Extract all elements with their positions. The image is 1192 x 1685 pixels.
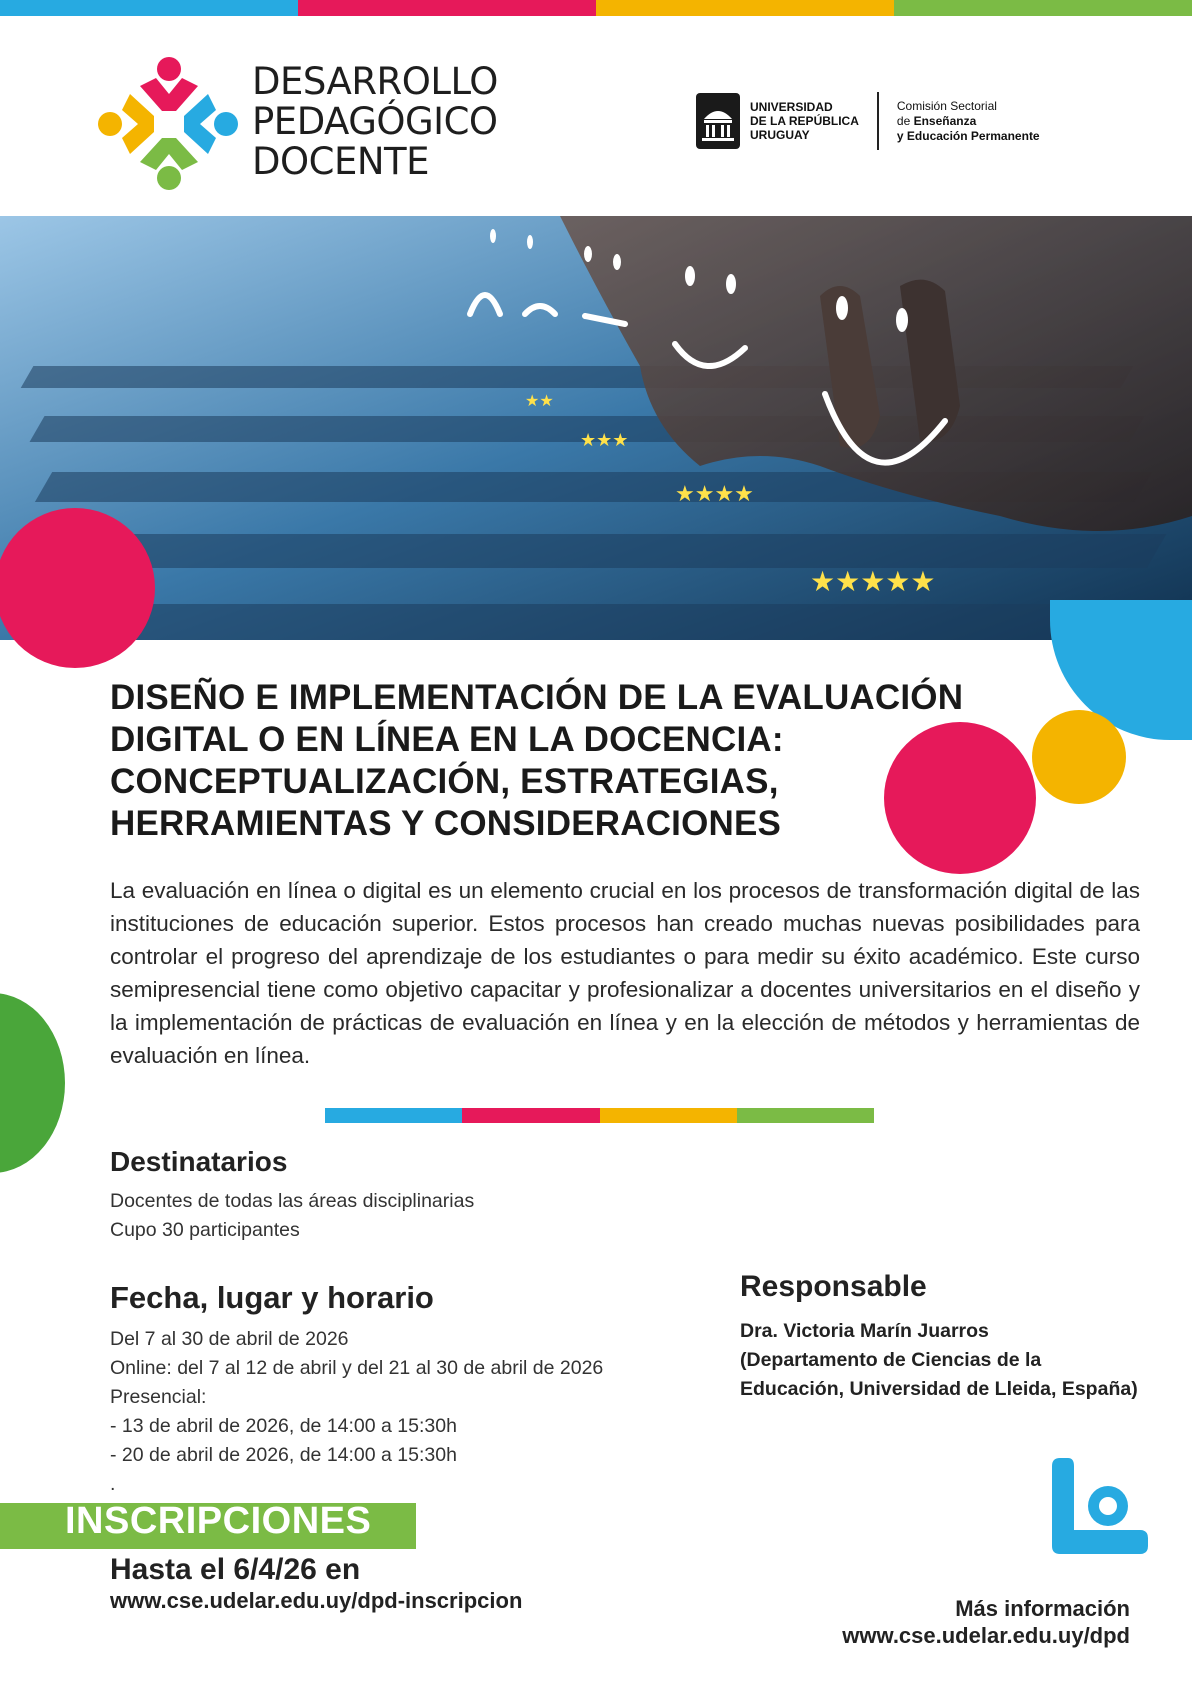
hero-image — [0, 216, 1192, 640]
svg-text:★★: ★★ — [525, 391, 554, 410]
cse-line-2 — [897, 114, 1040, 129]
course-title-line-2: DIGITAL O EN LÍNEA EN LA DOCENCIA: — [110, 720, 784, 759]
course-title — [110, 677, 1070, 845]
mid-bar-magenta — [462, 1108, 599, 1123]
destinatarios-line-2: Cupo 30 participantes — [110, 1219, 300, 1241]
bar-segment-blue — [0, 0, 298, 16]
fecha-line-6: . — [110, 1473, 116, 1495]
course-title-line-4: HERRAMIENTAS Y CONSIDERACIONES — [110, 804, 782, 843]
inscripciones-deadline: Hasta el 6/4/26 en — [110, 1553, 361, 1586]
brand-title — [252, 62, 498, 182]
destinatarios-heading: Destinatarios — [110, 1146, 288, 1177]
bar-segment-magenta — [298, 0, 596, 16]
cse-line-3: y Educación Permanente — [896, 128, 1040, 143]
fecha-line-5: - 20 de abril de 2026, de 14:00 a 15:30h — [110, 1444, 457, 1466]
institution-divider — [877, 92, 879, 150]
course-description: La evaluación en línea o digital es un elemento crucial en los procesos de transformación digital de las instituciones de educación superior. Estos procesos han creado muchas nuevas posibilidades para controlar el progreso del aprendizaje de los estudiantes o para medir su éxito académico. Este curso semipresencial tiene como objetivo capacitar y profesionalizar a docentes universitarios en el diseño y la implementación de prácticas de evaluación en línea y en la elección de métodos y herramientas de evaluación en línea. — [110, 878, 1140, 1068]
destinatarios-list — [110, 1187, 474, 1245]
svg-text:★★★★: ★★★★ — [675, 482, 754, 507]
mid-bar-green — [737, 1108, 874, 1123]
cse-line-2-prefix: de — [896, 113, 914, 128]
cse-l-logo-icon — [1052, 1458, 1148, 1554]
people-circle-logo-icon — [96, 56, 240, 192]
fecha-details — [110, 1325, 603, 1499]
responsable-heading: Responsable — [740, 1270, 927, 1303]
more-info-link[interactable]: www.cse.udelar.edu.uy/dpd — [842, 1623, 1130, 1648]
responsable-affiliation-1: (Departamento de Ciencias de la — [740, 1349, 1042, 1371]
brand-line-1: DESARROLLO — [252, 60, 498, 103]
responsable-affiliation-2: Educación, Universidad de Lleida, España) — [740, 1378, 1138, 1400]
cse-line-1: Comisión Sectorial — [896, 98, 997, 113]
mid-bar-blue — [325, 1108, 462, 1123]
university-building-icon — [696, 93, 740, 149]
section-color-bar — [325, 1108, 874, 1123]
brand-line-3: DOCENTE — [252, 140, 429, 183]
fecha-line-3: Presencial: — [110, 1386, 207, 1408]
responsable-name: Dra. Victoria Marín Juarros — [740, 1320, 989, 1342]
institution-logos — [696, 92, 1040, 150]
mid-bar-yellow — [600, 1108, 737, 1123]
decorative-circle-green-left — [0, 993, 65, 1173]
laptop-keyboard-illustration — [0, 216, 1192, 640]
fecha-heading: Fecha, lugar y horario — [110, 1280, 434, 1315]
inscripciones-link[interactable]: www.cse.udelar.edu.uy/dpd-inscripcion — [110, 1588, 523, 1613]
responsable-details — [740, 1317, 1138, 1404]
bar-segment-yellow — [596, 0, 894, 16]
udelar-line-3: URUGUAY — [750, 128, 810, 142]
bar-segment-green — [894, 0, 1192, 16]
cse-line-2-bold: Enseñanza — [913, 113, 977, 128]
brand-line-2: PEDAGÓGICO — [252, 100, 498, 143]
udelar-line-2: DE LA REPÚBLICA — [750, 114, 859, 128]
more-info — [842, 1595, 1130, 1649]
top-color-bar — [0, 0, 1192, 16]
udelar-line-1: UNIVERSIDAD — [750, 100, 833, 114]
course-title-line-3: CONCEPTUALIZACIÓN, ESTRATEGIAS, — [110, 762, 779, 801]
decorative-circle-magenta-left — [0, 508, 155, 668]
destinatarios-line-1: Docentes de todas las áreas disciplinarias — [110, 1190, 475, 1212]
fecha-line-2: Online: del 7 al 12 de abril y del 21 al 30 de abril de 2026 — [110, 1357, 604, 1379]
inscripciones-label: INSCRIPCIONES — [65, 1500, 372, 1542]
more-info-label: Más información — [955, 1596, 1130, 1621]
svg-text:★★★★★: ★★★★★ — [810, 565, 936, 598]
svg-text:★★★: ★★★ — [580, 430, 629, 451]
fecha-line-1: Del 7 al 30 de abril de 2026 — [110, 1328, 349, 1350]
fecha-line-4: - 13 de abril de 2026, de 14:00 a 15:30h — [110, 1415, 457, 1437]
cse-name — [897, 99, 1040, 144]
udelar-name — [750, 100, 859, 142]
course-title-line-1: DISEÑO E IMPLEMENTACIÓN DE LA EVALUACIÓN — [110, 678, 964, 717]
